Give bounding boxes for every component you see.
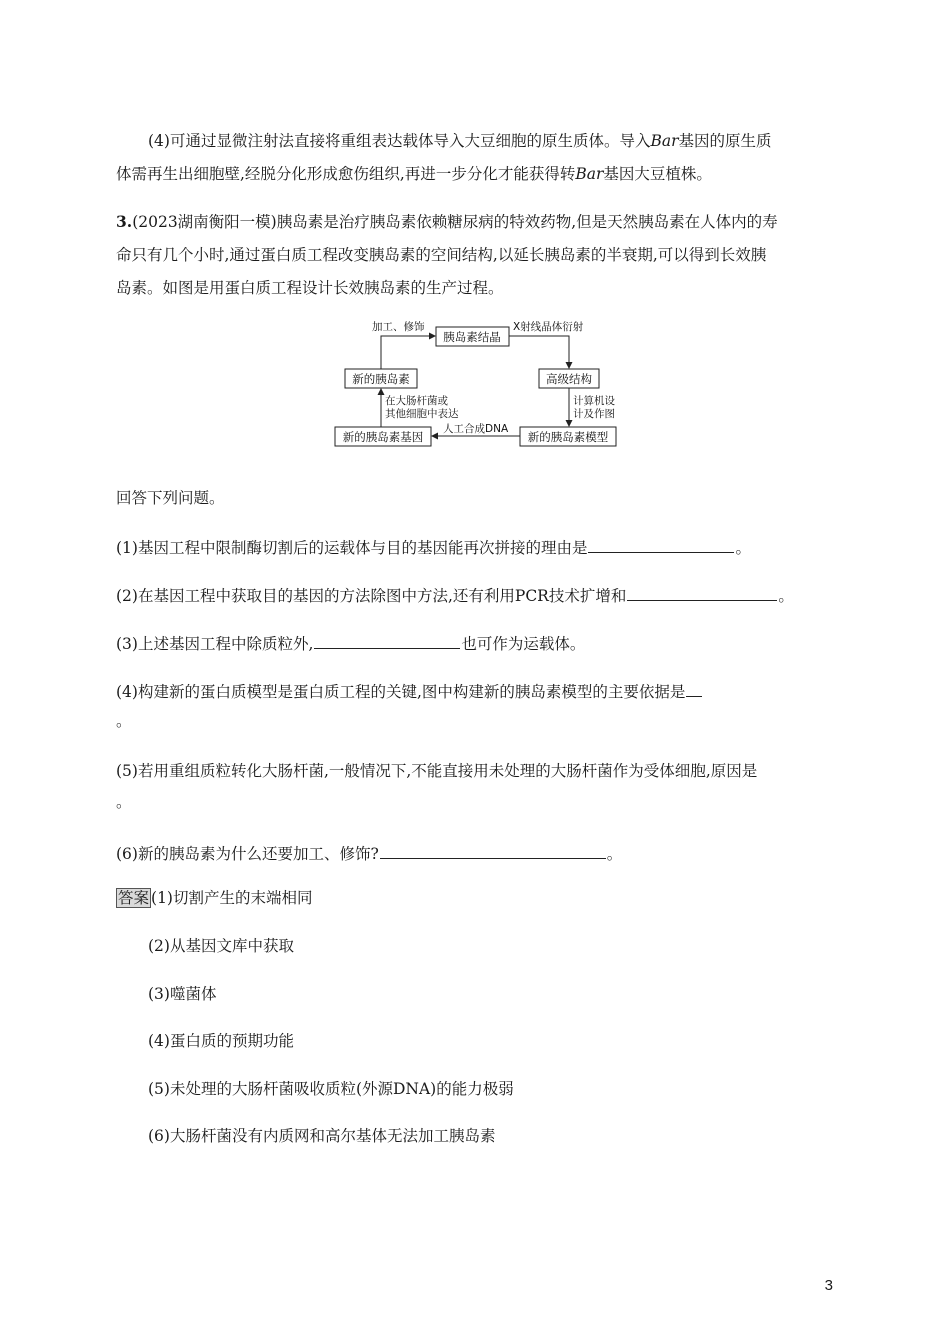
text: 基因大豆植株。 bbox=[603, 165, 712, 183]
answer-5 bbox=[148, 1079, 514, 1099]
gene-name: Bar bbox=[650, 132, 679, 150]
text: (3)噬菌体 bbox=[148, 985, 217, 1003]
sub-question-3 bbox=[116, 632, 585, 654]
question-3-intro-line-1 bbox=[116, 212, 778, 232]
box-new-insulin-gene-label: 新的胰岛素基因 bbox=[342, 430, 424, 444]
box-new-insulin-model-label: 新的胰岛素模型 bbox=[527, 430, 609, 444]
answer-blank-4[interactable] bbox=[686, 680, 702, 697]
answer-1 bbox=[116, 888, 312, 908]
answer-tag: 答案 bbox=[118, 889, 150, 907]
answer-2 bbox=[148, 936, 294, 956]
label-express-line-2: 其他细胞中表达 bbox=[385, 408, 459, 420]
text: (1)基因工程中限制酶切割后的运载体与目的基因能再次拼接的理由是 bbox=[116, 539, 588, 557]
label-synthesize-dna: 人工合成DNA bbox=[443, 423, 509, 435]
text: (4)构建新的蛋白质模型是蛋白质工程的关键,图中构建新的胰岛素模型的主要依据是 bbox=[116, 683, 686, 701]
text: 。 bbox=[735, 539, 751, 557]
page-number: 3 bbox=[824, 1277, 833, 1294]
answer-blank-3[interactable] bbox=[314, 632, 460, 649]
text: (2023湖南衡阳一模)胰岛素是治疗胰岛素依赖糖尿病的特效药物,但是天然胰岛素在人体内的寿 bbox=[132, 213, 778, 231]
label-express-line-1: 在大肠杆菌或 bbox=[385, 395, 448, 407]
arrow-new-insulin-to-crystal bbox=[381, 336, 435, 369]
gene-name: Bar bbox=[575, 165, 604, 183]
text: (3)上述基因工程中除质粒外, bbox=[116, 635, 314, 653]
label-computer-line-2: 计及作图 bbox=[573, 408, 615, 420]
answer-6 bbox=[148, 1126, 495, 1146]
text: (4)可通过显微注射法直接将重组表达载体导入大豆细胞的原生质体。导入 bbox=[148, 132, 651, 150]
arrow-crystal-to-structure bbox=[509, 336, 569, 368]
label-computer-line-1: 计算机设 bbox=[573, 395, 615, 407]
text: (6)新的胰岛素为什么还要加工、修饰? bbox=[116, 845, 379, 863]
text: (2)从基因文库中获取 bbox=[148, 937, 294, 955]
text: 。 bbox=[606, 845, 623, 863]
text: 回答下列问题。 bbox=[116, 489, 225, 507]
text: (5)未处理的大肠杆菌吸收质粒(外源DNA)的能力极弱 bbox=[148, 1080, 514, 1098]
text: 命只有几个小时,通过蛋白质工程改变胰岛素的空间结构,以延长胰岛素的半衰期,可以得到长效胰 bbox=[116, 246, 767, 264]
box-higher-structure-label: 高级结构 bbox=[546, 372, 592, 386]
sub-question-5 bbox=[116, 761, 757, 781]
answer-blank-2[interactable] bbox=[627, 584, 777, 601]
label-process-modify: 加工、修饰 bbox=[372, 321, 425, 333]
answer-prompt bbox=[116, 488, 225, 508]
answer-3 bbox=[148, 984, 216, 1004]
sub-question-1 bbox=[116, 536, 751, 558]
text: (5)若用重组质粒转化大肠杆菌,一般情况下,不能直接用未处理的大肠杆菌作为受体细胞,原因是 bbox=[116, 762, 758, 780]
question-number: 3. bbox=[116, 212, 133, 231]
question-3-intro-line-2 bbox=[116, 245, 766, 265]
text: 岛素。如图是用蛋白质工程设计长效胰岛素的生产过程。 bbox=[116, 279, 504, 297]
insulin-production-diagram bbox=[330, 316, 630, 456]
box-new-insulin-label: 新的胰岛素 bbox=[352, 372, 410, 386]
answer-4 bbox=[148, 1031, 294, 1051]
sub-question-6 bbox=[116, 842, 622, 864]
text: (4)蛋白质的预期功能 bbox=[148, 1032, 294, 1050]
text: 基因的原生质 bbox=[678, 132, 772, 150]
text: 也可作为运载体。 bbox=[461, 635, 586, 653]
label-xray: X射线晶体衍射 bbox=[513, 321, 584, 333]
text: 。 bbox=[778, 587, 794, 605]
question-3-intro-line-3 bbox=[116, 278, 504, 298]
prev-paragraph-line-1 bbox=[148, 131, 772, 151]
sub-question-2 bbox=[116, 584, 794, 606]
text: (1)切割产生的末端相同 bbox=[151, 889, 313, 907]
answer-blank-6[interactable] bbox=[380, 842, 606, 859]
prev-paragraph-line-2 bbox=[116, 164, 712, 184]
box-insulin-crystal-label: 胰岛素结晶 bbox=[443, 330, 501, 344]
sub-question-5-end bbox=[116, 792, 132, 812]
sub-question-4 bbox=[116, 680, 703, 702]
text: 。 bbox=[116, 793, 132, 811]
text: 体需再生出细胞壁,经脱分化形成愈伤组织,再进一步分化才能获得转 bbox=[116, 165, 576, 183]
answer-blank-1[interactable] bbox=[588, 536, 734, 553]
text: 。 bbox=[116, 712, 132, 730]
text: (6)大肠杆菌没有内质网和高尔基体无法加工胰岛素 bbox=[148, 1127, 496, 1145]
text: (2)在基因工程中获取目的基因的方法除图中方法,还有利用PCR技术扩增和 bbox=[116, 587, 627, 605]
sub-question-4-end bbox=[116, 711, 132, 731]
